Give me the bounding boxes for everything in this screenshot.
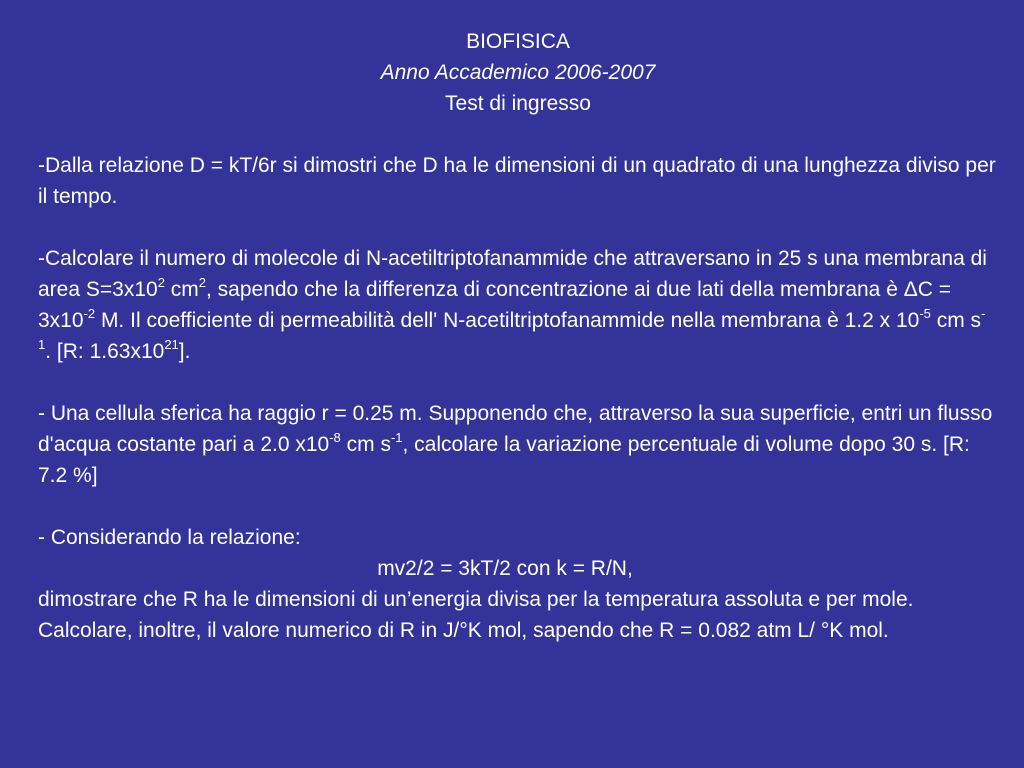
problem-2-part4: M. Il coefficiente di permeabilità dell' N-acetiltriptofanammide nella membrana è 1.2 x 10 (95, 309, 920, 332)
problem-2-part6: . [R: 1.63x10 (45, 340, 165, 363)
spacer (38, 119, 1024, 150)
problem-2-sup3: -2 (83, 306, 96, 321)
problem-4-line1: dimostrare che R ha le dimensioni di un’energia divisa per la temperatura assoluta e per mole. (38, 588, 914, 611)
problem-2-part2: cm (164, 278, 199, 301)
problem-2-part7: ]. (178, 340, 191, 363)
slide-header (38, 26, 998, 119)
problem-4-intro: - Considerando la relazione: (38, 526, 301, 549)
spacer (38, 212, 998, 243)
problem-2-part3: , sapendo che la differenza di concentrazione ai due lati della membrana è ΔC = 3x10 (38, 278, 952, 332)
problem-2-sup1: 2 (157, 275, 165, 290)
slide-body (38, 150, 998, 646)
problem-3-part2: cm s (340, 433, 391, 456)
academic-year: Anno Accademico 2006-2007 (380, 61, 656, 84)
problem-3 (38, 398, 998, 491)
problem-1 (38, 150, 998, 212)
problem-3-part1: - Una cellula sferica ha raggio r = 0.25 m. Supponendo che, attraverso la sua superficie, entri un flusso d'acqua costante pari a 2.0 x10 (38, 402, 993, 456)
problem-3-sup2: -1 (390, 430, 403, 445)
problem-2-sup5: -1 (38, 306, 986, 352)
problem-2 (38, 243, 998, 367)
problem-2-part5: cm s (930, 309, 982, 332)
course-title: BIOFISICA (466, 30, 570, 53)
spacer (38, 491, 998, 522)
problem-2-sup4: -5 (919, 306, 931, 321)
problem-2-sup2: 2 (198, 275, 206, 290)
problem-4-line2: Calcolare, inoltre, il valore numerico di R in J/°K mol, sapendo che R = 0.082 atm L/ °K mol. (38, 619, 889, 642)
problem-1-text: -Dalla relazione D = kT/6r si dimostri che D ha le dimensioni di un quadrato di una lunghezza diviso per il tempo. (38, 154, 996, 208)
problem-2-sup6: 21 (164, 337, 179, 352)
spacer (38, 367, 998, 398)
problem-2-part1: -Calcolare il numero di molecole di N-acetiltriptofanammide che attraversano in 25 s una membrana di area S=3x10 (38, 247, 987, 301)
problem-3-sup1: -8 (329, 430, 341, 445)
problem-3-part3: , calcolare la variazione percentuale di volume dopo 30 s. [R: 7.2 %] (38, 433, 970, 487)
problem-4-formula: mv2/2 = 3kT/2 con k = R/N, (377, 557, 633, 580)
test-label: Test di ingresso (445, 92, 591, 115)
